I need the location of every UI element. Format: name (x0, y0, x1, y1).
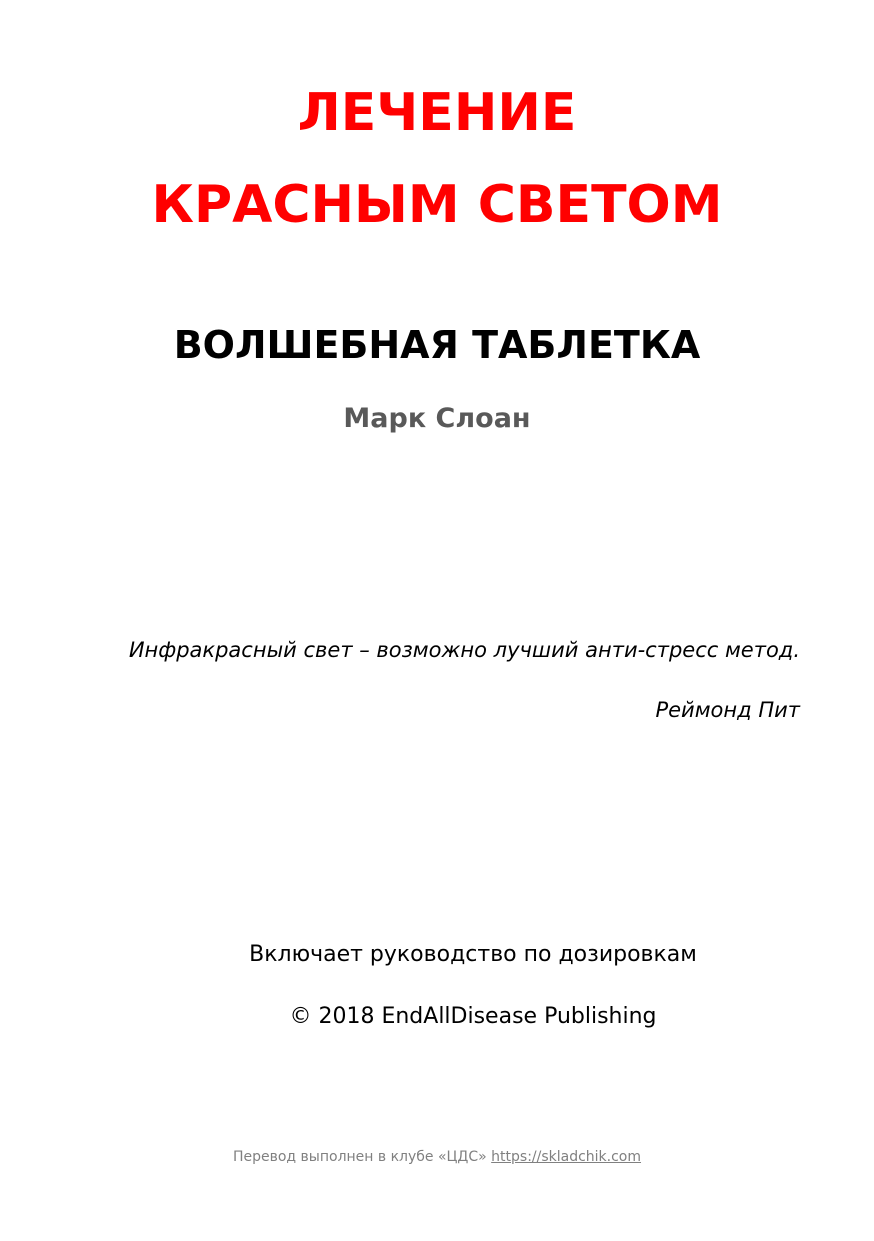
footer-text: Перевод выполнен в клубе «ЦДС» (232, 1149, 487, 1165)
author: Марк Слоан (343, 403, 531, 434)
subtitle: ВОЛШЕБНАЯ ТАБЛЕТКА (173, 323, 701, 367)
includes-note: Включает руководство по дозировкам (249, 942, 697, 967)
copyright: © 2018 EndAllDisease Publishing (289, 1004, 657, 1029)
title-line-1: ЛЕЧЕНИЕ (297, 83, 577, 143)
footer (0, 1147, 874, 1167)
epigraph-quote: Инфракрасный свет – возможно лучший анти-стресс метод. (128, 638, 800, 662)
epigraph-author: Реймонд Пит (655, 698, 800, 722)
title-line-2: КРАСНЫМ СВЕТОМ (151, 175, 723, 235)
footer-link[interactable]: https://skladchik.com (491, 1149, 642, 1165)
